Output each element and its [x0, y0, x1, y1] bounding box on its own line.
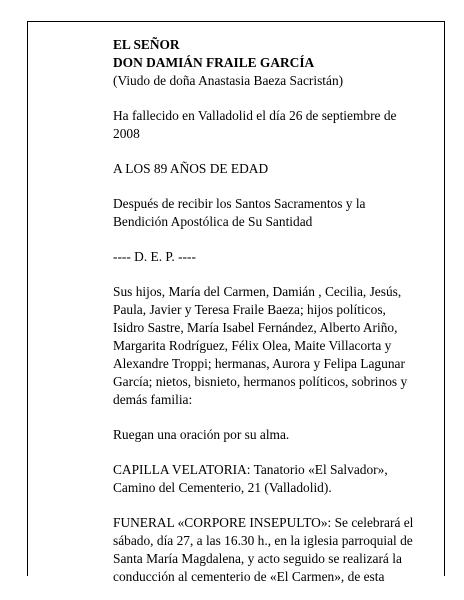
- spacer: [113, 178, 425, 195]
- heading-line-1: EL SEÑOR: [113, 37, 180, 52]
- spacer: [113, 231, 425, 248]
- family-line-2: Paula, Javier y Teresa Fraile Baeza; hijos políticos,: [113, 302, 386, 317]
- death-line-1: Ha fallecido en Valladolid el día 26 de septiembre de: [113, 108, 397, 123]
- chapel-line-1: CAPILLA VELATORIA: Tanatorio «El Salvador»,: [113, 462, 388, 477]
- rip-line: ---- D. E. P. ----: [113, 249, 196, 264]
- widower-line: (Viudo de doña Anastasia Baeza Sacristán): [113, 73, 344, 88]
- prayer-line: Ruegan una oración por su alma.: [113, 427, 290, 442]
- spacer: [113, 143, 425, 160]
- spacer: [113, 266, 425, 283]
- funeral-line-4: conducción al cementerio de «El Carmen», de esta: [113, 569, 385, 584]
- death-line-2: 2008: [113, 126, 140, 141]
- frame-right-border: [444, 21, 445, 576]
- family-line-7: demás familia:: [113, 392, 193, 407]
- obituary-text: [113, 36, 425, 586]
- sacraments-line-2: Bendición Apostólica de Su Santidad: [113, 214, 313, 229]
- spacer: [113, 409, 425, 426]
- funeral-line-2: sábado, día 27, a las 16.30 h., en la iglesia parroquial de: [113, 533, 413, 548]
- family-line-1: Sus hijos, María del Carmen, Damián , Cecilia, Jesús,: [113, 284, 402, 299]
- spacer: [113, 90, 425, 107]
- funeral-line-1: FUNERAL «CORPORE INSEPULTO»: Se celebrará el: [113, 515, 414, 530]
- spacer: [113, 497, 425, 514]
- age-line: A LOS 89 AÑOS DE EDAD: [113, 161, 269, 176]
- heading-line-2: DON DAMIÁN FRAILE GARCÍA: [113, 55, 315, 70]
- family-line-3: Isidro Sastre, María Isabel Fernández, Alberto Ariño,: [113, 320, 398, 335]
- family-line-6: García; nietos, bisnieto, hermanos políticos, sobrinos y: [113, 374, 408, 389]
- frame-top-border: [27, 21, 445, 22]
- chapel-line-2: Camino del Cementerio, 21 (Valladolid).: [113, 480, 332, 495]
- family-line-5: Alexandre Troppi; hermanas, Aurora y Felipa Lagunar: [113, 356, 405, 371]
- frame-left-border: [27, 21, 28, 576]
- funeral-line-3: Santa María Magdalena, y acto seguido se realizará la: [113, 551, 402, 566]
- family-line-4: Margarita Rodríguez, Félix Olea, Maite Villacorta y: [113, 338, 392, 353]
- spacer: [113, 444, 425, 461]
- sacraments-line-1: Después de recibir los Santos Sacramentos y la: [113, 196, 366, 211]
